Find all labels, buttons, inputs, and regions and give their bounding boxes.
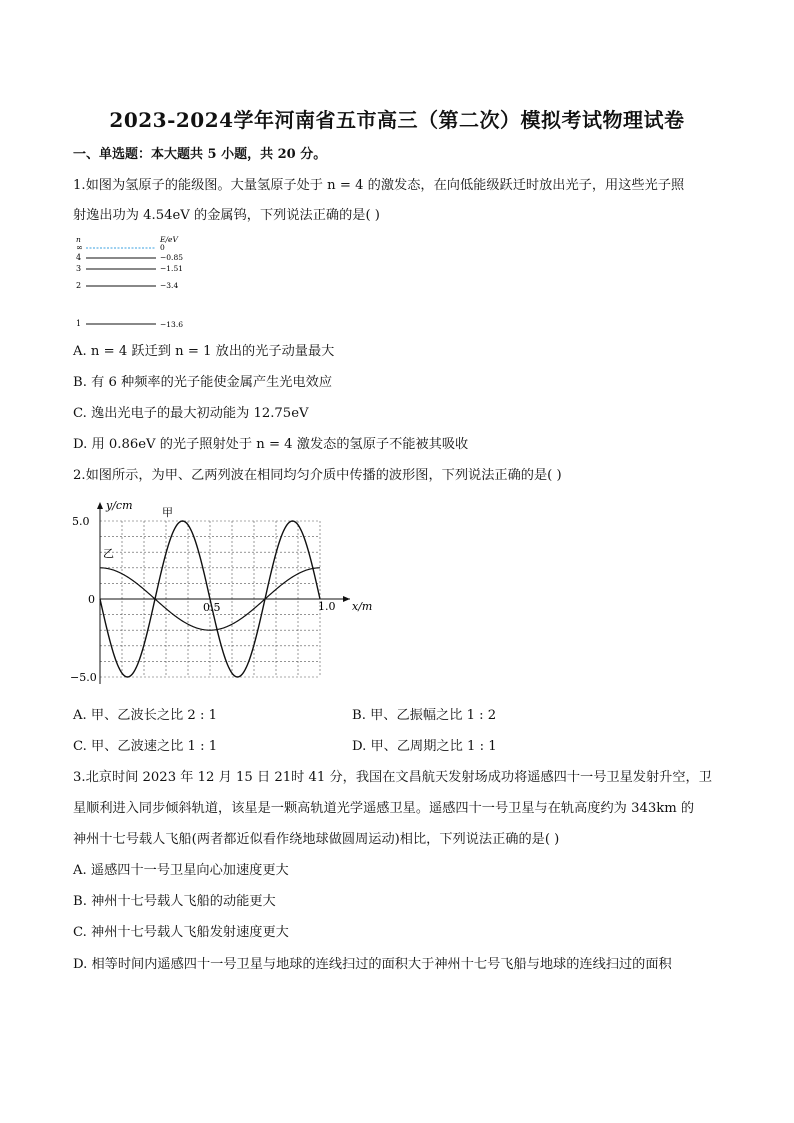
q1-text-line1: 1.如图为氢原子的能级图。大量氢原子处于 n = 4 的激发态，在向低能级跃迁时放出光子，用这些光子照 (73, 178, 685, 193)
q3-text-line1: 3.北京时间 2023 年 12 月 15 日 21时 41 分，我国在文昌航天发射场成功将遥感四十一号卫星发射升空，卫 (73, 770, 712, 785)
level-n-inf: ∞ (76, 243, 83, 252)
q3-option-d: D. 相等时间内遥感四十一号卫星与地球的连线扫过的面积大于神州十七号飞船与地球的连线扫过的面积 (73, 957, 672, 972)
q2-option-b: B. 甲、乙振幅之比 1 : 2 (352, 708, 497, 723)
q2-option-d: D. 甲、乙周期之比 1 : 1 (352, 739, 497, 754)
x-axis-label: x/m (352, 600, 373, 613)
q2-option-a: A. 甲、乙波长之比 2 : 1 (73, 708, 218, 723)
x-tick-1.0: 1.0 (318, 600, 336, 613)
q2-option-c: C. 甲、乙波速之比 1 : 1 (73, 739, 218, 754)
q3-option-b: B. 神州十七号载人飞船的动能更大 (73, 894, 276, 909)
y-axis-arrow (97, 502, 103, 509)
y-tick-neg5: −5.0 (70, 671, 97, 684)
series-yi-label: 乙 (103, 547, 114, 560)
q1-option-a: A. n = 4 跃迁到 n = 1 放出的光子动量最大 (73, 344, 335, 359)
diagram-n-label: n (76, 235, 81, 244)
q3-text-line2: 星顺利进入同步倾斜轨道，该星是一颗高轨道光学遥感卫星。遥感四十一号卫星与在轨高度约为 343km 的 (73, 801, 695, 816)
section-header: 一、单选题：本大题共 5 小题，共 20 分。 (73, 147, 327, 162)
q1-option-b: B. 有 6 种频率的光子能使金属产生光电效应 (73, 375, 333, 390)
level-n-3: 3 (76, 264, 82, 273)
diagram-e-label: E/eV (160, 235, 178, 244)
x-tick-0.5: 0.5 (203, 601, 221, 614)
level-e-2: −3.4 (160, 281, 179, 290)
q3-option-c: C. 神州十七号载人飞船发射速度更大 (73, 925, 289, 940)
level-e-3: −1.51 (160, 264, 183, 273)
energy-level-diagram (70, 232, 200, 334)
level-e-1: −13.6 (160, 320, 183, 329)
y-axis-label: y/cm (106, 499, 133, 512)
q2-text-line1: 2.如图所示，为甲、乙两列波在相同均匀介质中传播的波形图，下列说法正确的是( ) (73, 468, 562, 483)
wave-chart (70, 494, 380, 694)
y-tick-0: 0 (88, 593, 95, 606)
level-e-inf: 0 (160, 243, 165, 252)
series-jia-label: 甲 (162, 506, 173, 519)
level-n-1: 1 (76, 319, 82, 328)
q1-text-line2: 射逸出功为 4.54eV 的金属钨，下列说法正确的是( ) (73, 208, 380, 223)
q1-option-c: C. 逸出光电子的最大初动能为 12.75eV (73, 406, 309, 421)
page-title: 2023-2024学年河南省五市高三（第二次）模拟考试物理试卷 (109, 108, 685, 132)
q3-text-line3: 神州十七号载人飞船(两者都近似看作绕地球做圆周运动)相比，下列说法正确的是( ) (73, 832, 560, 847)
level-n-4: 4 (76, 253, 82, 262)
x-axis-arrow (343, 596, 350, 602)
level-e-4: −0.85 (160, 253, 183, 262)
q1-option-d: D. 用 0.86eV 的光子照射处于 n = 4 激发态的氢原子不能被其吸收 (73, 437, 469, 452)
q3-option-a: A. 遥感四十一号卫星向心加速度更大 (73, 863, 289, 878)
y-tick-5: 5.0 (72, 515, 90, 528)
level-n-2: 2 (76, 281, 82, 290)
